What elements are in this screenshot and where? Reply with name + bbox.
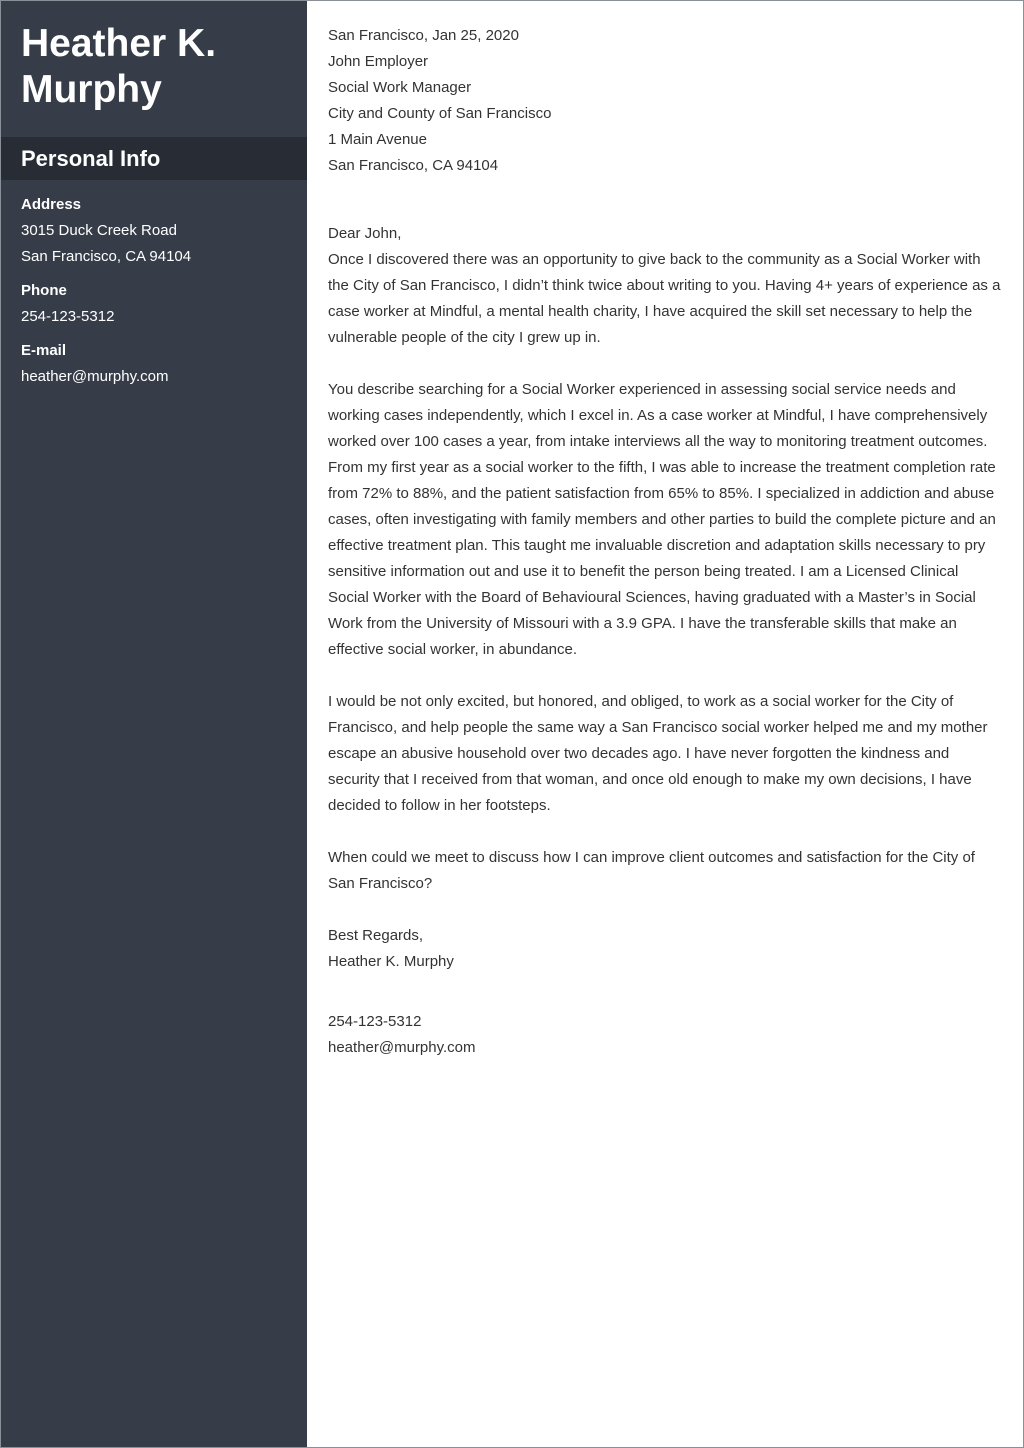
recipient-city: San Francisco, CA 94104 xyxy=(328,157,499,174)
phone-value: 254-123-5312 xyxy=(21,308,115,325)
greeting: Dear John, xyxy=(328,225,402,242)
sidebar xyxy=(1,1,307,1447)
recipient-organization: City and County of San Francisco xyxy=(328,105,552,122)
address-label: Address xyxy=(21,196,82,213)
personal-info-heading: Personal Info xyxy=(1,137,307,180)
phone-group xyxy=(21,278,287,330)
email-label: E-mail xyxy=(21,342,67,359)
paragraph-2: You describe searching for a Social Worker experienced in assessing social service needs and working cases independently, which I excel in. As a case worker at Mindful, I have comprehensively worked over 100 cases a year, from intake interviews all the way to monitoring treatment outcomes. From my first year as a social worker to the fifth, I was able to increase the treatment completion rate from 72% to 88%, and the patient satisfaction from 65% to 85%. I specialized in addiction and abuse cases, often investigating with family members and other parties to build the complete picture and an effective treatment plan. This taught me invaluable discretion and adaptation skills necessary to pry sensitive information out and use it to benefit the person being treated. I am a Licensed Clinical Social Worker with the Board of Behavioural Sciences, having graduated with a Master’s in Social Work from the University of Missouri with a 3.9 GPA. I have the transferable skills that make an effective social worker, in abundance. xyxy=(328,381,996,658)
phone-label: Phone xyxy=(21,282,67,299)
recipient-street: 1 Main Avenue xyxy=(328,131,427,148)
signature-name: Heather K. Murphy xyxy=(328,953,454,970)
email-group xyxy=(21,338,287,390)
name-line-1: Heather K. xyxy=(21,22,217,65)
letter-date: San Francisco, Jan 25, 2020 xyxy=(328,27,519,44)
personal-info xyxy=(1,180,307,390)
footer-contact xyxy=(328,1009,1003,1061)
address-line-1: 3015 Duck Creek Road xyxy=(21,222,177,239)
applicant-name xyxy=(1,1,307,113)
recipient-block xyxy=(328,49,1003,179)
name-line-2: Murphy xyxy=(21,68,162,111)
email-value: heather@murphy.com xyxy=(21,368,169,385)
footer-phone: 254-123-5312 xyxy=(328,1013,422,1030)
paragraph-1: Once I discovered there was an opportunity to give back to the community as a Social Worker with the City of San Francisco, I didn’t think twice about writing to you. Having 4+ years of experience as a case worker at Mindful, a mental health charity, I have acquired the skill set necessary to help the vulnerable people of the city I grew up in. xyxy=(328,251,1001,346)
closing-block xyxy=(328,923,1003,975)
recipient-name: John Employer xyxy=(328,53,429,70)
address-line-2: San Francisco, CA 94104 xyxy=(21,248,192,265)
paragraph-3: I would be not only excited, but honored, and obliged, to work as a social worker for the City of Francisco, and help people the same way a San Francisco social worker helped me and my mother escape an abusive household over two decades ago. I have never forgotten the kindness and security that I received from that woman, and once old enough to make my own decisions, I have decided to follow in her footsteps. xyxy=(328,693,988,814)
address-group xyxy=(21,192,287,270)
recipient-title: Social Work Manager xyxy=(328,79,472,96)
footer-email: heather@murphy.com xyxy=(328,1039,476,1056)
paragraph-4: When could we meet to discuss how I can improve client outcomes and satisfaction for the City of San Francisco? xyxy=(328,849,975,892)
closing-phrase: Best Regards, xyxy=(328,927,424,944)
letter-body xyxy=(307,1,1023,1447)
